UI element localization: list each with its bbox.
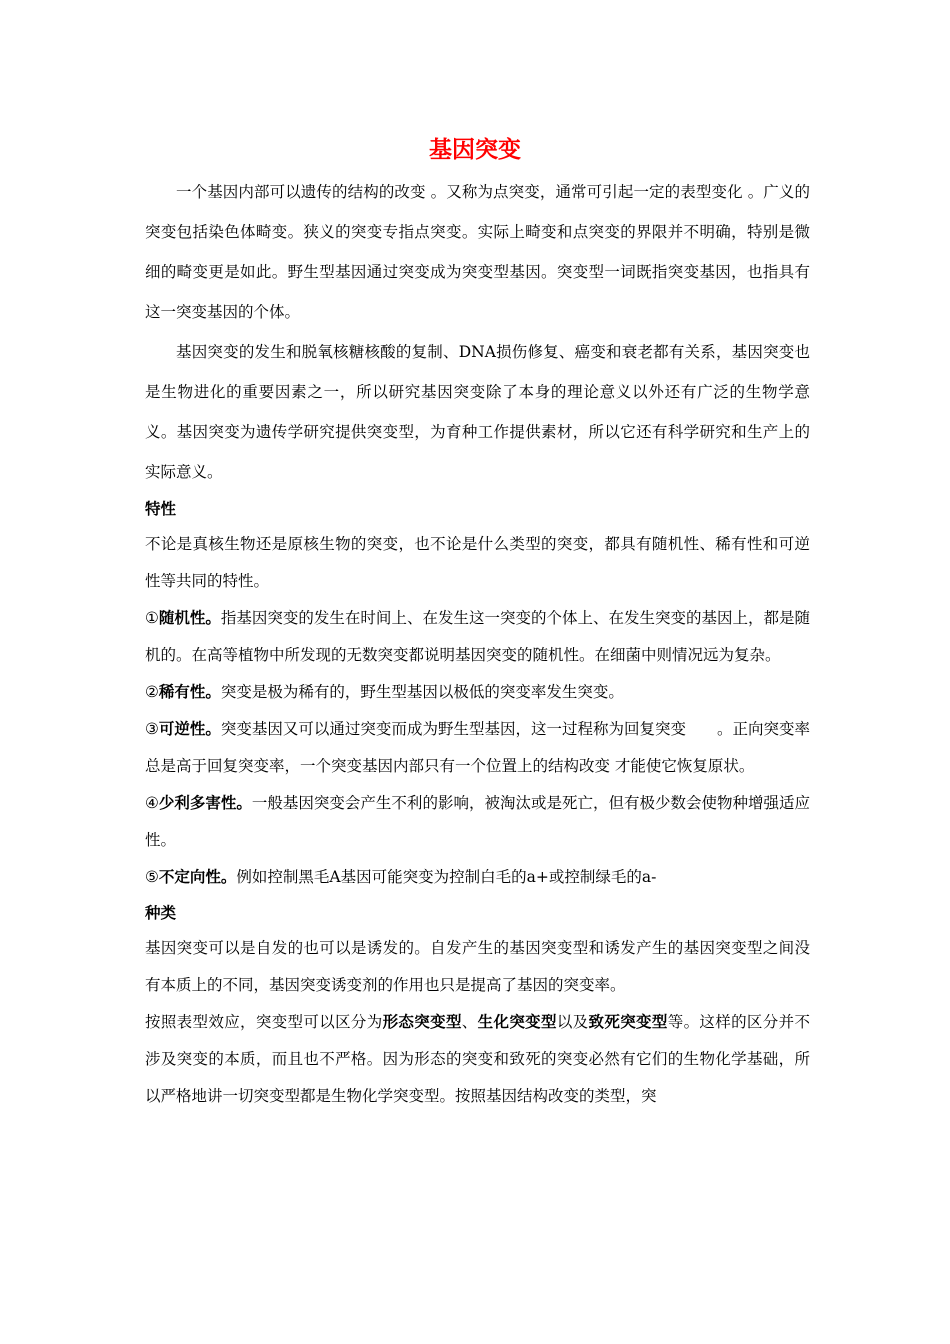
item-number: ① [145,609,159,627]
kinds-paragraph-1: 基因突变可以是自发的也可以是诱发的。自发产生的基因突变型和诱发产生的基因突变型之间没有本质上的不同，基因突变诱变剂的作用也只是提高了基因的突变率。 [145,939,810,994]
trait-name: 可逆性。 [158,720,221,738]
section-heading-traits: 特性 [145,500,177,518]
trait-text: 一般基因突变会产生不利的影响，被淘汰或是死亡，但有极少数会使物种增强适应性。 [145,794,810,849]
page-title: 基因突变 [429,137,521,163]
term-biochemical: 生化突变型 [477,1013,557,1031]
trait-text: 例如控制黑毛A基因可能突变为控制白毛的a+或控制绿毛的a- [236,868,657,886]
trait-name: 不定向性。 [158,868,237,886]
trait-item-1 [145,600,810,674]
trait-item-5 [145,859,810,896]
item-number: ④ [145,794,159,812]
trait-name: 随机性。 [158,609,221,627]
intro-paragraph-2: 基因突变的发生和脱氧核糖核酸的复制、DNA损伤修复、癌变和衰老都有关系，基因突变也是生物进化的重要因素之一，所以研究基因突变除了本身的理论意义以外还有广泛的生物学意义。基因突变为遗传学研究提供突变型，为育种工作提供素材，所以它还有科学研究和生产上的实际意义。 [145,343,810,481]
trait-text: 指基因突变的发生在时间上、在发生这一突变的个体上、在发生突变的基因上，都是随机的。在高等植物中所发现的无数突变都说明基因突变的随机性。在细菌中则情况远为复杂。 [145,609,810,664]
trait-item-2 [145,674,810,711]
trait-text: 突变是极为稀有的，野生型基因以极低的突变率发生突变。 [220,683,624,701]
intro-paragraph-1: 一个基因内部可以遗传的结构的改变 。又称为点突变，通常可引起一定的表型变化 。广义的突变包括染色体畸变。狭义的突变专指点突变。实际上畸变和点突变的界限并不明确，特别是微细的畸变更是如此。野生型基因通过突变成为突变型基因。突变型一词既指突变基因，也指具有这一突变基因的个体。 [145,183,810,321]
document-body [145,172,810,1115]
term-morphological: 形态突变型 [382,1013,462,1031]
text-run: 等。这样的区分并不涉及突变的本质，而且也不严格。因为形态的突变和致死的突变必然有它们的生物化学基础，所以严格地讲一切突变型都是生物化学突变型。按照基因结构改变的类型，突 [145,1013,810,1105]
text-run: 以及 [556,1013,589,1031]
trait-name: 少利多害性。 [158,794,252,812]
section-heading-kinds: 种类 [145,904,177,922]
term-lethal: 致死突变型 [588,1013,668,1031]
trait-item-3 [145,711,810,785]
trait-text: 突变基因又可以通过突变而成为野生型基因，这一过程称为回复突变 。正向突变率总是高于回复突变率，一个突变基因内部只有一个位置上的结构改变 才能使它恢复原状。 [145,720,810,775]
item-number: ⑤ [145,868,159,886]
trait-name: 稀有性。 [158,683,221,701]
trait-item-4 [145,785,810,859]
traits-summary: 不论是真核生物还是原核生物的突变，也不论是什么类型的突变，都具有随机性、稀有性和可逆性等共同的特性。 [145,535,810,590]
text-run: 、 [461,1013,478,1031]
text-run: 按照表型效应，突变型可以区分为 [145,1013,383,1031]
kinds-paragraph-2 [145,1004,810,1115]
item-number: ② [145,683,159,701]
item-number: ③ [145,720,159,738]
